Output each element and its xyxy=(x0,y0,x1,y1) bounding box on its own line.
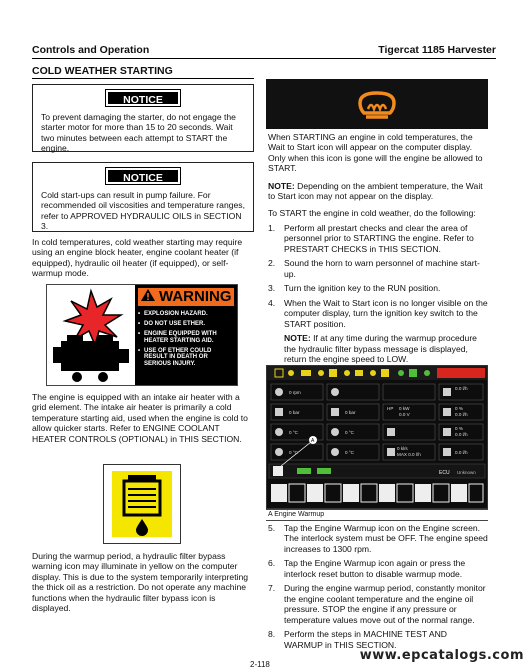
readout: 0 bar xyxy=(289,410,300,415)
readout: 0 °C xyxy=(345,450,354,455)
section-divider xyxy=(32,78,254,79)
step-item: 6. Tap the Engine Warmup icon again or press the interlock reset button to disable warmup mode. xyxy=(268,558,466,579)
header-right: Tigercat 1185 Harvester xyxy=(378,44,496,56)
paragraph-warmup-bypass: During the warmup period, a hydraulic filter bypass warning icon may illuminate in yellow on the computer display. This is due to the system temporarily interpreting the thick oil as a restriction. Do not operate any machine functions when the hydraulic filter bypass icon is displayed. xyxy=(32,551,249,614)
note-bypass xyxy=(268,333,488,364)
notice-text: To prevent damaging the starter, do not engage the starter motor for more than 15 to 20 seconds. Wait two minutes between each attempt to START the engine. xyxy=(41,112,236,154)
readout: 0 % xyxy=(455,426,463,431)
wait-to-start-icon xyxy=(266,79,488,129)
readout: 0 °C xyxy=(345,430,354,435)
step-item: 8. Perform the steps in MACHINE TEST AND WARMUP in THIS SECTION. xyxy=(268,629,448,650)
paragraph-intake-heater: The engine is equipped with an intake air heater with a grid element. The intake air heater is primarily a cold temperature starting aid, used when the engine is cold to allow quicker starts. Refer to ENGINE COOLANT HEATER CONTROLS (OPTIONAL) in THIS SECTION. xyxy=(32,392,248,444)
step-item: 4. When the Wait to Start icon is no longer visible on the computer display, turn the ignition key switch to the START position. xyxy=(268,297,488,329)
step-item: 7. During the engine warmup period, constantly monitor the engine coolant temperature and the engine oil pressure. STOP the engine if any pressure or temperature values move out of the normal range. xyxy=(268,583,486,625)
caption-divider-top xyxy=(266,509,488,510)
engine-screen-figure xyxy=(266,365,488,509)
notice-box-2 xyxy=(32,162,254,232)
warning-item: • USE OF ETHER COULD RESULT IN DEATH OR SERIOUS INJURY. xyxy=(138,348,234,369)
marker-a: A xyxy=(311,438,315,444)
readout: 0 % xyxy=(455,406,463,411)
warning-panel xyxy=(135,285,237,385)
readout: MAX 0.0 l/h xyxy=(397,452,421,457)
note-label: NOTE: xyxy=(268,181,295,191)
warning-triangle-icon xyxy=(140,288,156,307)
step-item: 3. Turn the ignition key to the RUN position. xyxy=(268,283,441,294)
caption-divider-bottom xyxy=(266,520,488,521)
engine-warmup-icon[interactable] xyxy=(273,466,283,476)
warning-label xyxy=(46,284,238,386)
readout: 0 bar xyxy=(345,410,356,415)
note-text: If at any time during the warmup procedure the hydraulic filter bypass message is displayed, return the engine speed to LOW. xyxy=(284,333,477,365)
readout: 0 rpm xyxy=(289,390,301,395)
readout: 0.0 V xyxy=(399,412,410,417)
readout: 0.0 l/h xyxy=(455,432,468,437)
readout: 0 kl/s xyxy=(397,446,408,451)
readout: 0 °C xyxy=(289,430,298,435)
watermark: www.epcatalogs.com xyxy=(359,648,524,663)
note-wait-icon xyxy=(268,181,488,202)
engine-screen xyxy=(267,366,487,508)
step-item: 5. Tap the Engine Warmup icon on the Engine screen. The interlock system must be OFF. The engine speed increases to 1300 rpm. xyxy=(268,523,488,554)
warning-item: • DO NOT USE ETHER. xyxy=(138,321,234,328)
ecu-value: Unknown xyxy=(457,470,476,475)
readout: 0.0 l/h xyxy=(455,450,468,455)
wait-to-start-figure xyxy=(266,79,488,129)
readout: 0.0 l/h xyxy=(455,386,468,391)
readout: HP xyxy=(387,406,394,411)
note-label: NOTE: xyxy=(284,333,311,344)
ecu-label: ECU xyxy=(439,470,450,476)
paragraph-start-cold: To START the engine in cold weather, do the following: xyxy=(268,208,476,218)
figure-caption: A Engine Warmup xyxy=(268,511,325,518)
steps-list-b xyxy=(268,523,488,654)
section-title: COLD WEATHER STARTING xyxy=(32,65,173,77)
hydraulic-filter-bypass-icon xyxy=(112,471,172,537)
readout: 0 kW xyxy=(399,406,410,411)
warning-item: • EXPLOSION HAZARD. xyxy=(138,311,234,318)
header-left: Controls and Operation xyxy=(32,44,150,56)
notice-tag: NOTICE xyxy=(106,168,180,184)
step-item: 2. Sound the horn to warn personnel of machine start-up. xyxy=(268,258,480,279)
paragraph-cold-start: In cold temperatures, cold weather starting may require using an engine block heater, engine coolant heater (if equipped), hydraulic oil heater (if equipped), or self-warmup mode. xyxy=(32,237,243,279)
warning-title: WARNING xyxy=(138,288,234,306)
readout: 0.0 l/h xyxy=(455,412,468,417)
notice-tag: NOTICE xyxy=(106,90,180,106)
notice-box-1 xyxy=(32,84,254,152)
note-text: Depending on the ambient temperature, the Wait to Start icon may not appear on the display. xyxy=(268,181,483,202)
notice-text: Cold start-ups can result in pump failure. For recommended oil viscosities and temperature ranges, refer to APPROVED HYDRAULIC OILS in SECTION 3. xyxy=(41,190,245,232)
readout: 0 °C xyxy=(289,450,298,455)
warning-list xyxy=(138,311,234,368)
step-item: 1. Perform all prestart checks and clear the area of personnel prior to STARTING the engine. Refer to PRESTART CHECKS in THIS SECTION. xyxy=(268,223,474,254)
warning-item: • ENGINE EQUIPPED WITH HEATER STARTING AID. xyxy=(138,331,234,345)
page-number: 2-118 xyxy=(250,660,270,669)
steps-list-a xyxy=(268,223,488,365)
paragraph-wait-to-start: When STARTING an engine in cold temperatures, the Wait to Start icon will appear on the computer display. Only when this icon is gone will the engine be allowed to START. xyxy=(268,132,483,174)
hydraulic-filter-bypass-figure xyxy=(103,464,181,544)
header-divider xyxy=(32,58,496,59)
explosion-engine-icon xyxy=(47,285,135,385)
